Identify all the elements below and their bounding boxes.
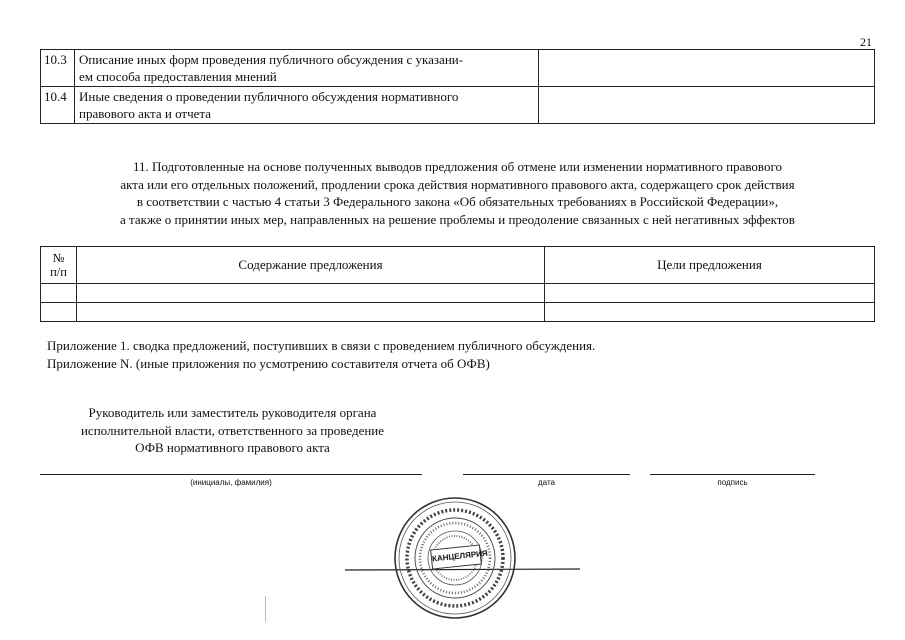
signature-caption: подпись xyxy=(717,478,748,487)
signature-line xyxy=(650,474,815,475)
cell-content xyxy=(77,303,545,322)
cell-number xyxy=(41,284,77,303)
header-num-abbr: п/п xyxy=(50,265,67,279)
cell-content xyxy=(77,284,545,303)
row-description xyxy=(75,50,539,87)
column-header-content: Содержание предложения xyxy=(77,247,545,284)
table-row xyxy=(41,50,875,87)
column-header-goals: Цели предложения xyxy=(545,247,875,284)
table-header-row xyxy=(41,247,875,284)
section-11-heading xyxy=(40,158,875,228)
signatory-block xyxy=(40,404,425,457)
date-caption: дата xyxy=(538,478,555,487)
signatory-line: Руководитель или заместитель руководителя органа xyxy=(88,405,377,420)
row-value xyxy=(539,50,875,87)
table-row xyxy=(41,303,875,322)
row-description-line: Иные сведения о проведении публичного обсуждения нормативного xyxy=(79,89,459,104)
seal-label: КАНЦЕЛЯРИЯ xyxy=(430,544,482,569)
row-value xyxy=(539,87,875,124)
cell-number xyxy=(41,303,77,322)
row-description-line: ем способа предоставления мнений xyxy=(79,69,277,84)
appendices xyxy=(47,337,595,372)
page-number: 21 xyxy=(860,35,872,49)
row-number: 10.4 xyxy=(41,87,75,124)
heading-line: акта или его отдельных положений, продлении срока действия нормативного правового акта, содержащего срок действия xyxy=(120,176,795,192)
row-number: 10.3 xyxy=(41,50,75,87)
name-signature-line xyxy=(40,474,422,475)
public-discussion-table xyxy=(40,49,875,124)
official-seal xyxy=(345,490,580,620)
signatory-line: ОФВ нормативного правового акта xyxy=(135,440,330,455)
heading-line: в соответствии с частью 4 статьи 3 Федерального закона «Об обязательных требованиях в Российской Федерации», xyxy=(136,194,779,209)
table-row xyxy=(41,87,875,124)
signatory-line: исполнительной власти, ответственного за проведение xyxy=(80,422,385,438)
scan-mark xyxy=(265,596,266,622)
appendix-line: Приложение 1. сводка предложений, поступивших в связи с проведением публичного обсуждения. xyxy=(47,338,596,353)
date-signature-line xyxy=(463,474,630,475)
header-num-symbol: № xyxy=(52,251,65,265)
heading-line: 11. Подготовленные на основе полученных выводов предложения об отмене или изменении нормативного правового xyxy=(133,159,782,174)
cell-goals xyxy=(545,303,875,322)
row-description xyxy=(75,87,539,124)
row-description-line: правового акта и отчета xyxy=(79,106,211,121)
row-description-line: Описание иных форм проведения публичного обсуждения с указани- xyxy=(79,52,464,67)
name-caption: (инициалы, фамилия) xyxy=(190,478,272,487)
cell-goals xyxy=(545,284,875,303)
table-row xyxy=(41,284,875,303)
appendix-line: Приложение N. (иные приложения по усмотрению составителя отчета об ОФВ) xyxy=(47,355,490,371)
proposals-table xyxy=(40,246,875,322)
column-header-number xyxy=(41,247,77,284)
heading-line: а также о принятии иных мер, направленных на решение проблемы и преодоление связанных с ней негативных эффектов xyxy=(120,211,795,227)
